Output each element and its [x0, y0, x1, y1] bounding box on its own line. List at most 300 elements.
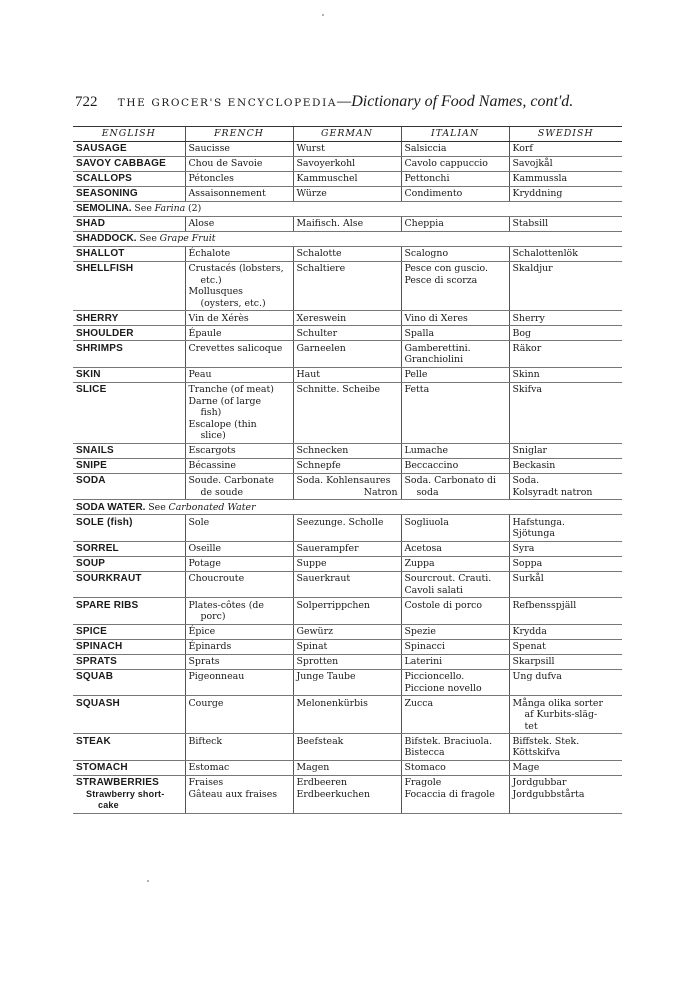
- english-term: SPICE: [76, 626, 108, 637]
- cell-italian: [401, 141, 509, 156]
- cross-reference-row: [73, 201, 622, 216]
- german-term: Schulter: [296, 327, 338, 339]
- swedish-term: Ung dufva: [512, 671, 562, 682]
- cell-swedish: [509, 311, 622, 326]
- italian-term: Condimento: [404, 188, 463, 199]
- english-term: STOMACH: [76, 762, 128, 773]
- italian-term: Stomaco: [404, 762, 446, 773]
- cell-italian: [401, 760, 509, 775]
- italian-term: Fragole: [404, 777, 442, 788]
- swedish-term: Skifva: [512, 384, 542, 395]
- cell-english: [73, 341, 185, 368]
- page-number: 722: [75, 94, 98, 110]
- cell-english: [73, 734, 185, 761]
- cell-italian: [401, 473, 509, 500]
- cell-english: [73, 382, 185, 443]
- table-row: [73, 216, 622, 231]
- cross-reference-term: SHADDOCK.: [76, 233, 137, 244]
- french-term: Assaisonnement: [188, 188, 266, 199]
- german-term: Xereswein: [296, 312, 347, 324]
- table-row: [73, 261, 622, 311]
- cell-italian: [401, 246, 509, 261]
- english-term: SPINACH: [76, 641, 123, 652]
- english-term: SODA: [76, 475, 106, 486]
- french-term: Pétoncles: [188, 173, 234, 184]
- french-term: Alose: [188, 218, 215, 229]
- cell-english: [73, 326, 185, 341]
- cell-french: [185, 458, 293, 473]
- french-term: (oysters, etc.): [200, 297, 266, 309]
- cell-french: [185, 760, 293, 775]
- swedish-term: Skarpsill: [512, 656, 555, 667]
- cell-italian: [401, 261, 509, 311]
- swedish-term: Soppa: [512, 558, 543, 569]
- french-term: Escalope (thin: [188, 418, 257, 430]
- cell-italian: [401, 382, 509, 443]
- cell-english: [73, 760, 185, 775]
- cell-english: [73, 443, 185, 458]
- cell-german: [293, 669, 401, 696]
- swedish-term: Sherry: [512, 312, 545, 324]
- swedish-term: Köttskifva: [512, 747, 561, 758]
- cell-english: [73, 216, 185, 231]
- cell-italian: [401, 515, 509, 542]
- german-term: Beefsteak: [296, 735, 344, 747]
- english-term: SHELLFISH: [76, 263, 134, 274]
- swedish-term: Korf: [512, 143, 533, 154]
- english-term: SPRATS: [76, 656, 118, 667]
- german-term: Erdbeerkuchen: [296, 788, 370, 800]
- english-term: SHRIMPS: [76, 342, 123, 354]
- german-term: Schalotte: [296, 248, 342, 259]
- italian-term: Vino di Xeres: [404, 312, 468, 324]
- cell-german: [293, 515, 401, 542]
- cell-english: [73, 624, 185, 639]
- italian-term: Piccione novello: [404, 682, 482, 694]
- french-term: Tranche (of meat): [188, 384, 274, 395]
- french-term: Estomac: [188, 762, 230, 773]
- english-term: SORREL: [76, 543, 119, 554]
- cell-german: [293, 760, 401, 775]
- english-term: SHOULDER: [76, 327, 134, 339]
- english-term: SCALLOPS: [76, 173, 133, 184]
- table-row: [73, 171, 622, 186]
- english-term: SAVOY CABBAGE: [76, 158, 167, 169]
- cell-swedish: [509, 367, 622, 382]
- german-term: Schaltiere: [296, 263, 346, 274]
- swedish-term: tet: [524, 720, 538, 732]
- italian-term: Spinacci: [404, 641, 446, 652]
- cell-swedish: [509, 556, 622, 571]
- cell-english: [73, 775, 185, 813]
- cell-english: [73, 473, 185, 500]
- english-term: SKIN: [76, 369, 101, 380]
- english-subterm: cake: [98, 800, 119, 810]
- english-term: SOLE (fish): [76, 516, 133, 528]
- cell-italian: [401, 216, 509, 231]
- english-term: SLICE: [76, 384, 107, 395]
- french-term: slice): [200, 430, 226, 441]
- german-term: Sauerkraut: [296, 573, 351, 584]
- english-term: SQUAB: [76, 671, 114, 682]
- cell-italian: [401, 186, 509, 201]
- swedish-term: Kryddning: [512, 188, 563, 199]
- cell-swedish: [509, 326, 622, 341]
- table-row: [73, 443, 622, 458]
- column-header-swedish: SWEDISH: [509, 127, 622, 142]
- italian-term: Lumache: [404, 445, 449, 456]
- table-row: [73, 186, 622, 201]
- cell-italian: [401, 624, 509, 639]
- italian-term: Bifstek. Braciuola.: [404, 735, 493, 747]
- french-term: Crustacés (lobsters,: [188, 263, 284, 274]
- table-row: [73, 341, 622, 368]
- swedish-term: Hafstunga.: [512, 516, 565, 528]
- italian-term: Scalogno: [404, 248, 449, 259]
- cell-swedish: [509, 571, 622, 598]
- table-row: [73, 734, 622, 761]
- cell-swedish: [509, 669, 622, 696]
- cell-english: [73, 141, 185, 156]
- swedish-term: Mage: [512, 762, 540, 773]
- german-term: Haut: [296, 369, 321, 380]
- cell-french: [185, 311, 293, 326]
- italian-term: Costole di porco: [404, 599, 483, 611]
- english-term: SPARE RIBS: [76, 599, 139, 611]
- cell-french: [185, 556, 293, 571]
- cell-italian: [401, 171, 509, 186]
- cell-german: [293, 654, 401, 669]
- table-row: [73, 515, 622, 542]
- cell-german: [293, 246, 401, 261]
- see-label: See: [134, 203, 152, 214]
- cell-english: [73, 556, 185, 571]
- table-row: [73, 598, 622, 625]
- german-term: Kammuschel: [296, 173, 358, 184]
- english-term: SHERRY: [76, 312, 119, 324]
- swedish-term: Kolsyradt natron: [512, 486, 593, 498]
- french-term: Chou de Savoie: [188, 158, 263, 169]
- french-term: Fraises: [188, 777, 224, 788]
- italian-term: Beccaccino: [404, 460, 459, 471]
- table-row: [73, 571, 622, 598]
- table-row: [73, 775, 622, 813]
- table-row: [73, 311, 622, 326]
- table-row: [73, 141, 622, 156]
- cell-swedish: [509, 443, 622, 458]
- cell-italian: [401, 639, 509, 654]
- cell-german: [293, 775, 401, 813]
- column-header-german: GERMAN: [293, 127, 401, 142]
- cell-french: [185, 443, 293, 458]
- cross-reference-row: [73, 231, 622, 246]
- english-term: STRAWBERRIES: [76, 777, 159, 788]
- cell-french: [185, 171, 293, 186]
- german-term: Maifisch. Alse: [296, 218, 364, 229]
- italian-term: Acetosa: [404, 543, 442, 554]
- table-row: [73, 624, 622, 639]
- cross-reference-cell: [73, 201, 622, 216]
- cell-french: [185, 571, 293, 598]
- cell-swedish: [509, 624, 622, 639]
- cell-german: [293, 261, 401, 311]
- cell-french: [185, 382, 293, 443]
- cross-reference-term: SODA WATER.: [76, 501, 146, 513]
- german-term: Solperrippchen: [296, 599, 370, 611]
- italian-term: Sourcrout. Crauti.: [404, 573, 492, 584]
- french-term: Vin de Xérès: [188, 312, 249, 324]
- cell-swedish: [509, 186, 622, 201]
- italian-term: Pelle: [404, 369, 428, 380]
- cell-italian: [401, 669, 509, 696]
- cell-swedish: [509, 654, 622, 669]
- german-term: Sprotten: [296, 656, 339, 667]
- swedish-term: Många olika sorter: [512, 697, 603, 709]
- cell-german: [293, 639, 401, 654]
- cell-english: [73, 669, 185, 696]
- table-row: [73, 696, 622, 734]
- cell-french: [185, 541, 293, 556]
- english-term: SNIPE: [76, 460, 108, 471]
- cell-swedish: [509, 734, 622, 761]
- see-reference: Carbonated Water: [168, 501, 256, 513]
- cell-english: [73, 311, 185, 326]
- swedish-term: Skaldjur: [512, 263, 553, 274]
- english-term: SQUASH: [76, 697, 120, 709]
- cell-swedish: [509, 541, 622, 556]
- italian-term: Bistecca: [404, 747, 445, 758]
- french-term: Oseille: [188, 543, 222, 554]
- cell-french: [185, 775, 293, 813]
- table-row: [73, 156, 622, 171]
- cell-english: [73, 571, 185, 598]
- see-label: See: [139, 233, 157, 244]
- cell-italian: [401, 341, 509, 368]
- german-term: Sauerampfer: [296, 543, 359, 554]
- swedish-term: af Kurbits-släg-: [524, 709, 598, 720]
- italian-term: Pesce di scorza: [404, 274, 478, 286]
- french-term: Sprats: [188, 656, 220, 667]
- cell-english: [73, 515, 185, 542]
- cell-french: [185, 216, 293, 231]
- french-term: Épinards: [188, 641, 232, 652]
- cell-french: [185, 367, 293, 382]
- table-row: [73, 246, 622, 261]
- cell-swedish: [509, 382, 622, 443]
- english-term: SEASONING: [76, 188, 138, 199]
- cell-english: [73, 541, 185, 556]
- cell-french: [185, 186, 293, 201]
- french-term: etc.): [200, 274, 222, 286]
- table-row: [73, 473, 622, 500]
- cell-english: [73, 171, 185, 186]
- italian-term: Salsiccia: [404, 143, 447, 154]
- swedish-term: Räkor: [512, 342, 542, 354]
- cell-german: [293, 216, 401, 231]
- french-term: porc): [200, 611, 226, 622]
- cross-reference-row: [73, 500, 622, 515]
- cell-swedish: [509, 598, 622, 625]
- cell-german: [293, 696, 401, 734]
- italian-term: Gamberettini.: [404, 342, 471, 354]
- french-term: Mollusques: [188, 286, 243, 297]
- cell-swedish: [509, 171, 622, 186]
- english-term: STEAK: [76, 735, 111, 747]
- french-term: Escargots: [188, 445, 236, 456]
- german-term: Schnecken: [296, 445, 349, 456]
- table-row: [73, 654, 622, 669]
- cell-german: [293, 598, 401, 625]
- english-subterm: Strawberry short-: [86, 788, 165, 799]
- german-term: Magen: [296, 762, 330, 773]
- swedish-term: Jordgubbstårta: [512, 788, 585, 800]
- cell-french: [185, 734, 293, 761]
- italian-term: Zucca: [404, 697, 434, 709]
- cell-english: [73, 186, 185, 201]
- cell-italian: [401, 326, 509, 341]
- english-term: SNAILS: [76, 445, 114, 456]
- cell-german: [293, 556, 401, 571]
- table-row: [73, 556, 622, 571]
- swedish-term: Schalottenlök: [512, 248, 578, 259]
- cell-italian: [401, 654, 509, 669]
- column-header-english: ENGLISH: [73, 127, 185, 142]
- cell-german: [293, 473, 401, 500]
- french-term: Gâteau aux fraises: [188, 788, 278, 800]
- cell-german: [293, 443, 401, 458]
- german-term: Schnepfe: [296, 460, 341, 471]
- cell-french: [185, 624, 293, 639]
- cell-german: [293, 186, 401, 201]
- cell-italian: [401, 775, 509, 813]
- cell-french: [185, 639, 293, 654]
- italian-term: Laterini: [404, 656, 443, 667]
- cell-english: [73, 639, 185, 654]
- french-term: Bifteck: [188, 735, 223, 747]
- cell-english: [73, 156, 185, 171]
- see-extra: (2): [188, 203, 202, 214]
- cell-english: [73, 458, 185, 473]
- german-term: Seezunge. Scholle: [296, 516, 384, 528]
- cell-swedish: [509, 261, 622, 311]
- see-label: See: [148, 501, 166, 513]
- running-subtitle: —Dictionary of Food Names, cont'd.: [337, 93, 574, 110]
- italian-term: Granchiolini: [404, 354, 464, 365]
- english-term: SHALLOT: [76, 248, 125, 259]
- cell-german: [293, 141, 401, 156]
- table-row: [73, 326, 622, 341]
- column-header-row: [73, 127, 622, 142]
- cell-german: [293, 326, 401, 341]
- swedish-term: Beckasin: [512, 460, 556, 471]
- cell-german: [293, 311, 401, 326]
- see-reference: Grape Fruit: [159, 233, 216, 244]
- cell-german: [293, 341, 401, 368]
- english-term: SOUP: [76, 558, 106, 569]
- cell-english: [73, 367, 185, 382]
- swedish-term: Jordgubbar: [512, 777, 567, 788]
- cell-italian: [401, 541, 509, 556]
- column-header-italian: ITALIAN: [401, 127, 509, 142]
- swedish-term: Spenat: [512, 641, 546, 652]
- swedish-term: Bog: [512, 327, 532, 339]
- german-term: Junge Taube: [296, 671, 356, 682]
- table-row: [73, 367, 622, 382]
- see-reference: Farina: [154, 203, 186, 214]
- cell-italian: [401, 556, 509, 571]
- swedish-term: Krydda: [512, 626, 547, 637]
- cell-german: [293, 734, 401, 761]
- french-term: Saucisse: [188, 143, 230, 154]
- cell-french: [185, 141, 293, 156]
- swedish-term: Skinn: [512, 369, 540, 380]
- german-term: Soda. Kohlensaures: [296, 475, 391, 486]
- cell-italian: [401, 734, 509, 761]
- running-title: THE GROCER'S ENCYCLOPEDIA: [117, 97, 338, 109]
- cell-italian: [401, 156, 509, 171]
- cell-italian: [401, 311, 509, 326]
- german-term: Suppe: [296, 558, 327, 569]
- cell-english: [73, 696, 185, 734]
- french-term: Épaule: [188, 327, 222, 339]
- cross-reference-cell: [73, 231, 622, 246]
- table-row: [73, 669, 622, 696]
- cell-swedish: [509, 458, 622, 473]
- cell-italian: [401, 571, 509, 598]
- italian-term: soda: [416, 486, 439, 498]
- table-row: [73, 458, 622, 473]
- cell-german: [293, 458, 401, 473]
- swedish-term: Biffstek. Stek.: [512, 735, 580, 747]
- italian-term: Sogliuola: [404, 516, 449, 528]
- english-term: SOURKRAUT: [76, 573, 142, 584]
- italian-term: Cavoli salati: [404, 584, 463, 596]
- swedish-term: Soda.: [512, 475, 540, 486]
- french-term: de soude: [200, 486, 244, 498]
- swedish-term: Syra: [512, 543, 535, 554]
- cell-italian: [401, 367, 509, 382]
- german-term: Natron: [363, 486, 398, 498]
- french-term: fish): [200, 407, 222, 418]
- italian-term: Cheppia: [404, 218, 444, 229]
- cell-french: [185, 326, 293, 341]
- table-row: [73, 382, 622, 443]
- cell-french: [185, 341, 293, 368]
- french-term: Sole: [188, 516, 210, 528]
- cell-english: [73, 261, 185, 311]
- french-term: Épice: [188, 626, 216, 637]
- french-term: Choucroute: [188, 573, 245, 584]
- italian-term: Focaccia di fragole: [404, 788, 495, 800]
- cell-english: [73, 654, 185, 669]
- italian-term: Soda. Carbonato di: [404, 475, 497, 486]
- french-term: Peau: [188, 369, 212, 380]
- cell-swedish: [509, 141, 622, 156]
- cell-german: [293, 171, 401, 186]
- english-term: SAUSAGE: [76, 143, 127, 154]
- french-term: Courge: [188, 697, 224, 709]
- cell-french: [185, 598, 293, 625]
- italian-term: Piccioncello.: [404, 671, 465, 682]
- table-row: [73, 639, 622, 654]
- french-term: Échalote: [188, 248, 231, 259]
- cell-french: [185, 261, 293, 311]
- german-term: Melonenkürbis: [296, 697, 368, 709]
- cell-english: [73, 598, 185, 625]
- page-header: [75, 93, 635, 111]
- cell-french: [185, 473, 293, 500]
- french-term: Soude. Carbonate: [188, 475, 274, 486]
